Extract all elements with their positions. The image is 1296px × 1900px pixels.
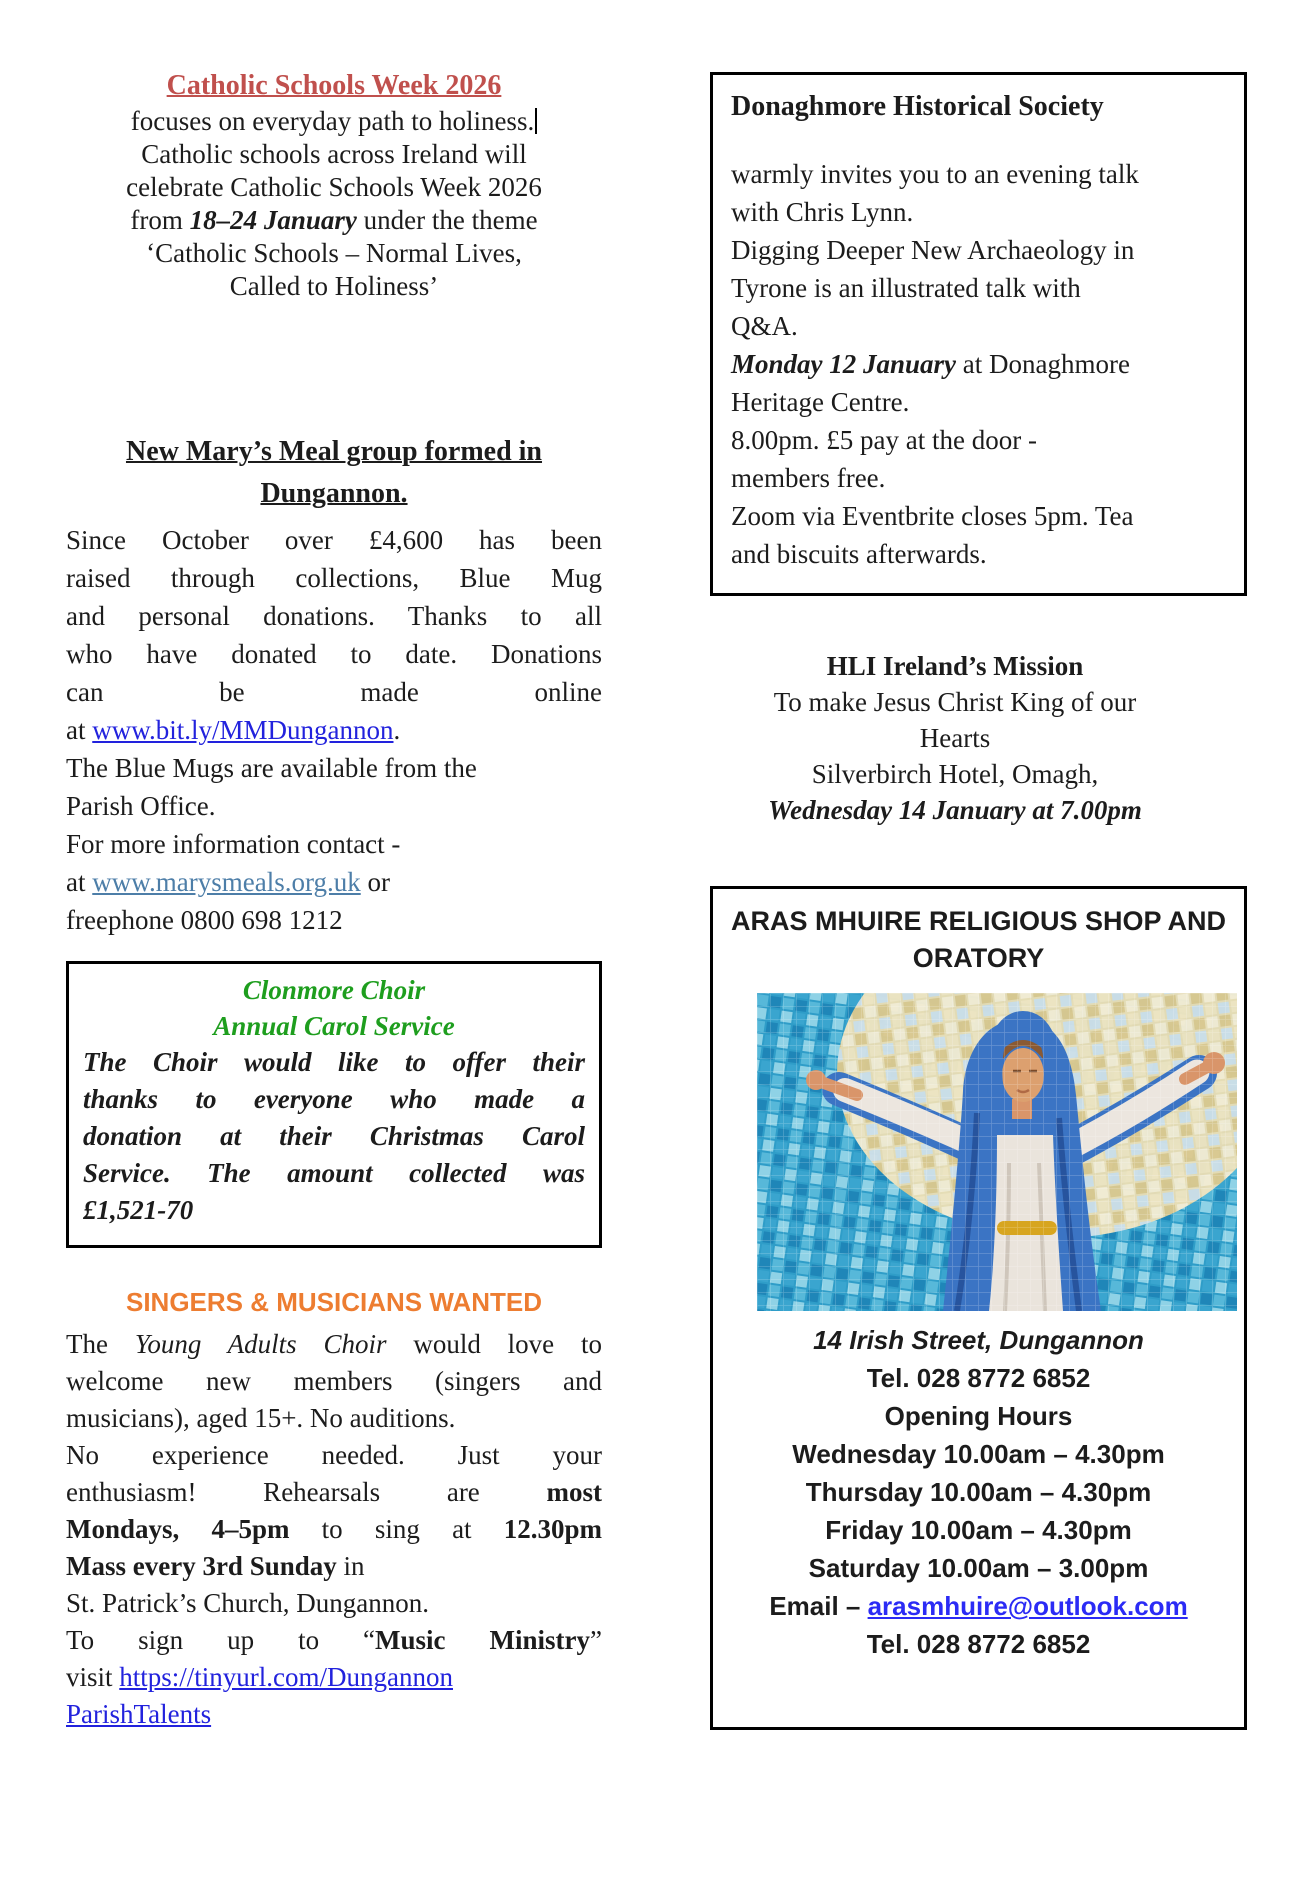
text-cursor <box>535 108 537 134</box>
body-line <box>66 1622 602 1659</box>
body-line: 8.00pm. £5 pay at the door - <box>731 425 1037 455</box>
event-datetime: Wednesday 14 January at 7.00pm <box>768 795 1142 825</box>
amount-collected: £1,521-70 <box>83 1195 194 1225</box>
section-marys-meal <box>66 431 602 939</box>
section-catholic-schools-week <box>66 70 602 303</box>
body-line: Called to Holiness’ <box>229 271 439 301</box>
hours-line: Friday 10.00am – 4.30pm <box>825 1515 1132 1545</box>
body-line: welcome new members (singers and <box>66 1366 602 1396</box>
body-text: at <box>66 867 93 897</box>
clonmore-title: Clonmore Choir <box>242 975 426 1005</box>
body-line: freephone 0800 698 1212 <box>66 905 343 935</box>
right-column <box>710 0 1247 1730</box>
emphasis-text: most <box>546 1477 602 1507</box>
hours-line: Thursday 10.00am – 4.30pm <box>805 1477 1152 1507</box>
body-line: musicians), aged 15+. No auditions. <box>66 1403 456 1433</box>
body-text: enthusiasm! Rehearsals are <box>66 1477 547 1507</box>
email-label: Email – <box>769 1591 868 1621</box>
opening-hours-title: Opening Hours <box>884 1401 1073 1431</box>
body-line: ‘Catholic Schools – Normal Lives, <box>146 238 522 268</box>
title-line: Dungannon. <box>260 478 408 509</box>
body-line: The Choir would like to offer their <box>83 1047 585 1077</box>
email-line <box>723 1587 1234 1625</box>
body-line: raised through collections, Blue Mug <box>66 563 602 593</box>
aras-title: ARAS MHUIRE RELIGIOUS SHOP AND <box>730 906 1227 936</box>
body-line <box>66 1659 602 1696</box>
body-line: For more information contact - <box>66 829 401 859</box>
body-line: Catholic schools across Ireland will <box>141 139 527 169</box>
body-line: who have donated to date. Donations <box>66 639 602 669</box>
body-line: To make Jesus Christ King of our <box>773 687 1137 717</box>
event-date: Monday 12 January <box>731 349 957 379</box>
body-line: The Blue Mugs are available from the <box>66 753 477 783</box>
body-line: celebrate Catholic Schools Week 2026 <box>126 172 542 202</box>
body-line: Silverbirch Hotel, Omagh, <box>811 759 1099 789</box>
body-text: ” <box>590 1625 602 1655</box>
tinyurl-link[interactable]: https://tinyurl.com/Dungannon <box>119 1662 453 1692</box>
body-line: Digging Deeper New Archaeology in <box>731 235 1135 265</box>
body-line: and personal donations. Thanks to all <box>66 601 602 631</box>
clonmore-choir-box <box>66 961 602 1248</box>
body-line <box>66 863 602 901</box>
clonmore-subtitle: Annual Carol Service <box>213 1011 455 1041</box>
body-line <box>66 204 602 237</box>
aras-telephone-2: Tel. 028 8772 6852 <box>866 1629 1091 1659</box>
body-line: Q&A. <box>731 311 798 341</box>
body-line: Tyrone is an illustrated talk with <box>731 273 1081 303</box>
virgin-mary-mosaic-image <box>757 993 1237 1311</box>
body-line: with Chris Lynn. <box>731 197 914 227</box>
body-line <box>66 1696 602 1733</box>
body-text: from <box>130 205 190 235</box>
body-line: members free. <box>731 463 886 493</box>
body-line <box>66 1548 602 1585</box>
body-text: The <box>66 1329 135 1359</box>
marys-meal-body <box>66 521 602 939</box>
body-line: can be made online <box>66 677 602 707</box>
body-line: St. Patrick’s Church, Dungannon. <box>66 1588 429 1618</box>
marys-meal-title <box>66 431 602 515</box>
donaghmore-title: Donaghmore Historical Society <box>731 91 1104 122</box>
body-line: No experience needed. Just your <box>66 1440 602 1470</box>
mass-time: 12.30pm <box>503 1514 603 1544</box>
body-line <box>66 105 602 138</box>
left-column <box>66 0 602 1733</box>
body-line <box>66 1326 602 1363</box>
aras-address: 14 Irish Street, Dungannon <box>813 1325 1144 1355</box>
body-line <box>66 1511 602 1548</box>
body-text: focuses on everyday path to holiness. <box>130 106 535 136</box>
body-text: To sign up to “ <box>66 1625 376 1655</box>
hours-line: Wednesday 10.00am – 4.30pm <box>792 1439 1165 1469</box>
aras-email-link[interactable]: arasmhuire@outlook.com <box>867 1591 1188 1621</box>
body-text: at <box>66 715 93 745</box>
body-line: Since October over £4,600 has been <box>66 525 602 555</box>
hours-line: Saturday 10.00am – 3.00pm <box>808 1553 1149 1583</box>
aras-mhuire-box <box>710 886 1247 1730</box>
singers-title: SINGERS & MUSICIANS WANTED <box>125 1287 543 1317</box>
hli-title: HLI Ireland’s Mission <box>826 651 1084 681</box>
body-text: under the theme <box>356 205 538 235</box>
body-line: Parish Office. <box>66 791 216 821</box>
music-ministry-label: Music Ministry <box>375 1625 591 1655</box>
rehearsal-time: Mondays, 4–5pm <box>66 1514 290 1544</box>
mass-day: Mass every 3rd Sunday <box>66 1551 337 1581</box>
title-line: New Mary’s Meal group formed in <box>125 436 543 467</box>
donaghmore-box <box>710 72 1247 596</box>
body-line: Hearts <box>919 723 991 753</box>
body-line: Zoom via Eventbrite closes 5pm. Tea <box>731 501 1134 531</box>
body-line: and biscuits afterwards. <box>731 539 987 569</box>
body-line: thanks to everyone who made a <box>83 1084 585 1114</box>
body-line: donation at their Christmas Carol <box>83 1121 585 1151</box>
body-line: Service. The amount collected was <box>83 1158 585 1188</box>
body-text: or <box>360 867 390 897</box>
date-emphasis: 18–24 January <box>189 205 357 235</box>
body-text: would love to <box>386 1329 602 1359</box>
catholic-week-title: Catholic Schools Week 2026 <box>166 70 502 101</box>
section-hli-mission <box>710 648 1200 828</box>
body-text: visit <box>66 1662 120 1692</box>
body-text: at Donaghmore <box>956 349 1130 379</box>
body-line <box>66 711 602 749</box>
aras-title-line2: ORATORY <box>912 943 1045 973</box>
body-line: warmly invites you to an evening talk <box>731 159 1139 189</box>
section-singers-wanted <box>66 1284 602 1733</box>
choir-name: Young Adults Choir <box>134 1329 387 1359</box>
aras-telephone: Tel. 028 8772 6852 <box>866 1363 1091 1393</box>
body-line: Heritage Centre. <box>731 387 910 417</box>
mmdungannon-link[interactable]: www.bit.ly/MMDungannon <box>92 715 394 745</box>
body-text: in <box>336 1551 365 1581</box>
body-text: . <box>393 715 401 745</box>
marysmeals-link[interactable]: www.marysmeals.org.uk <box>92 867 361 897</box>
body-line <box>66 1474 602 1511</box>
tinyurl-link-continued[interactable]: ParishTalents <box>66 1699 212 1729</box>
body-line <box>731 345 1226 383</box>
body-text: to sing at <box>289 1514 504 1544</box>
